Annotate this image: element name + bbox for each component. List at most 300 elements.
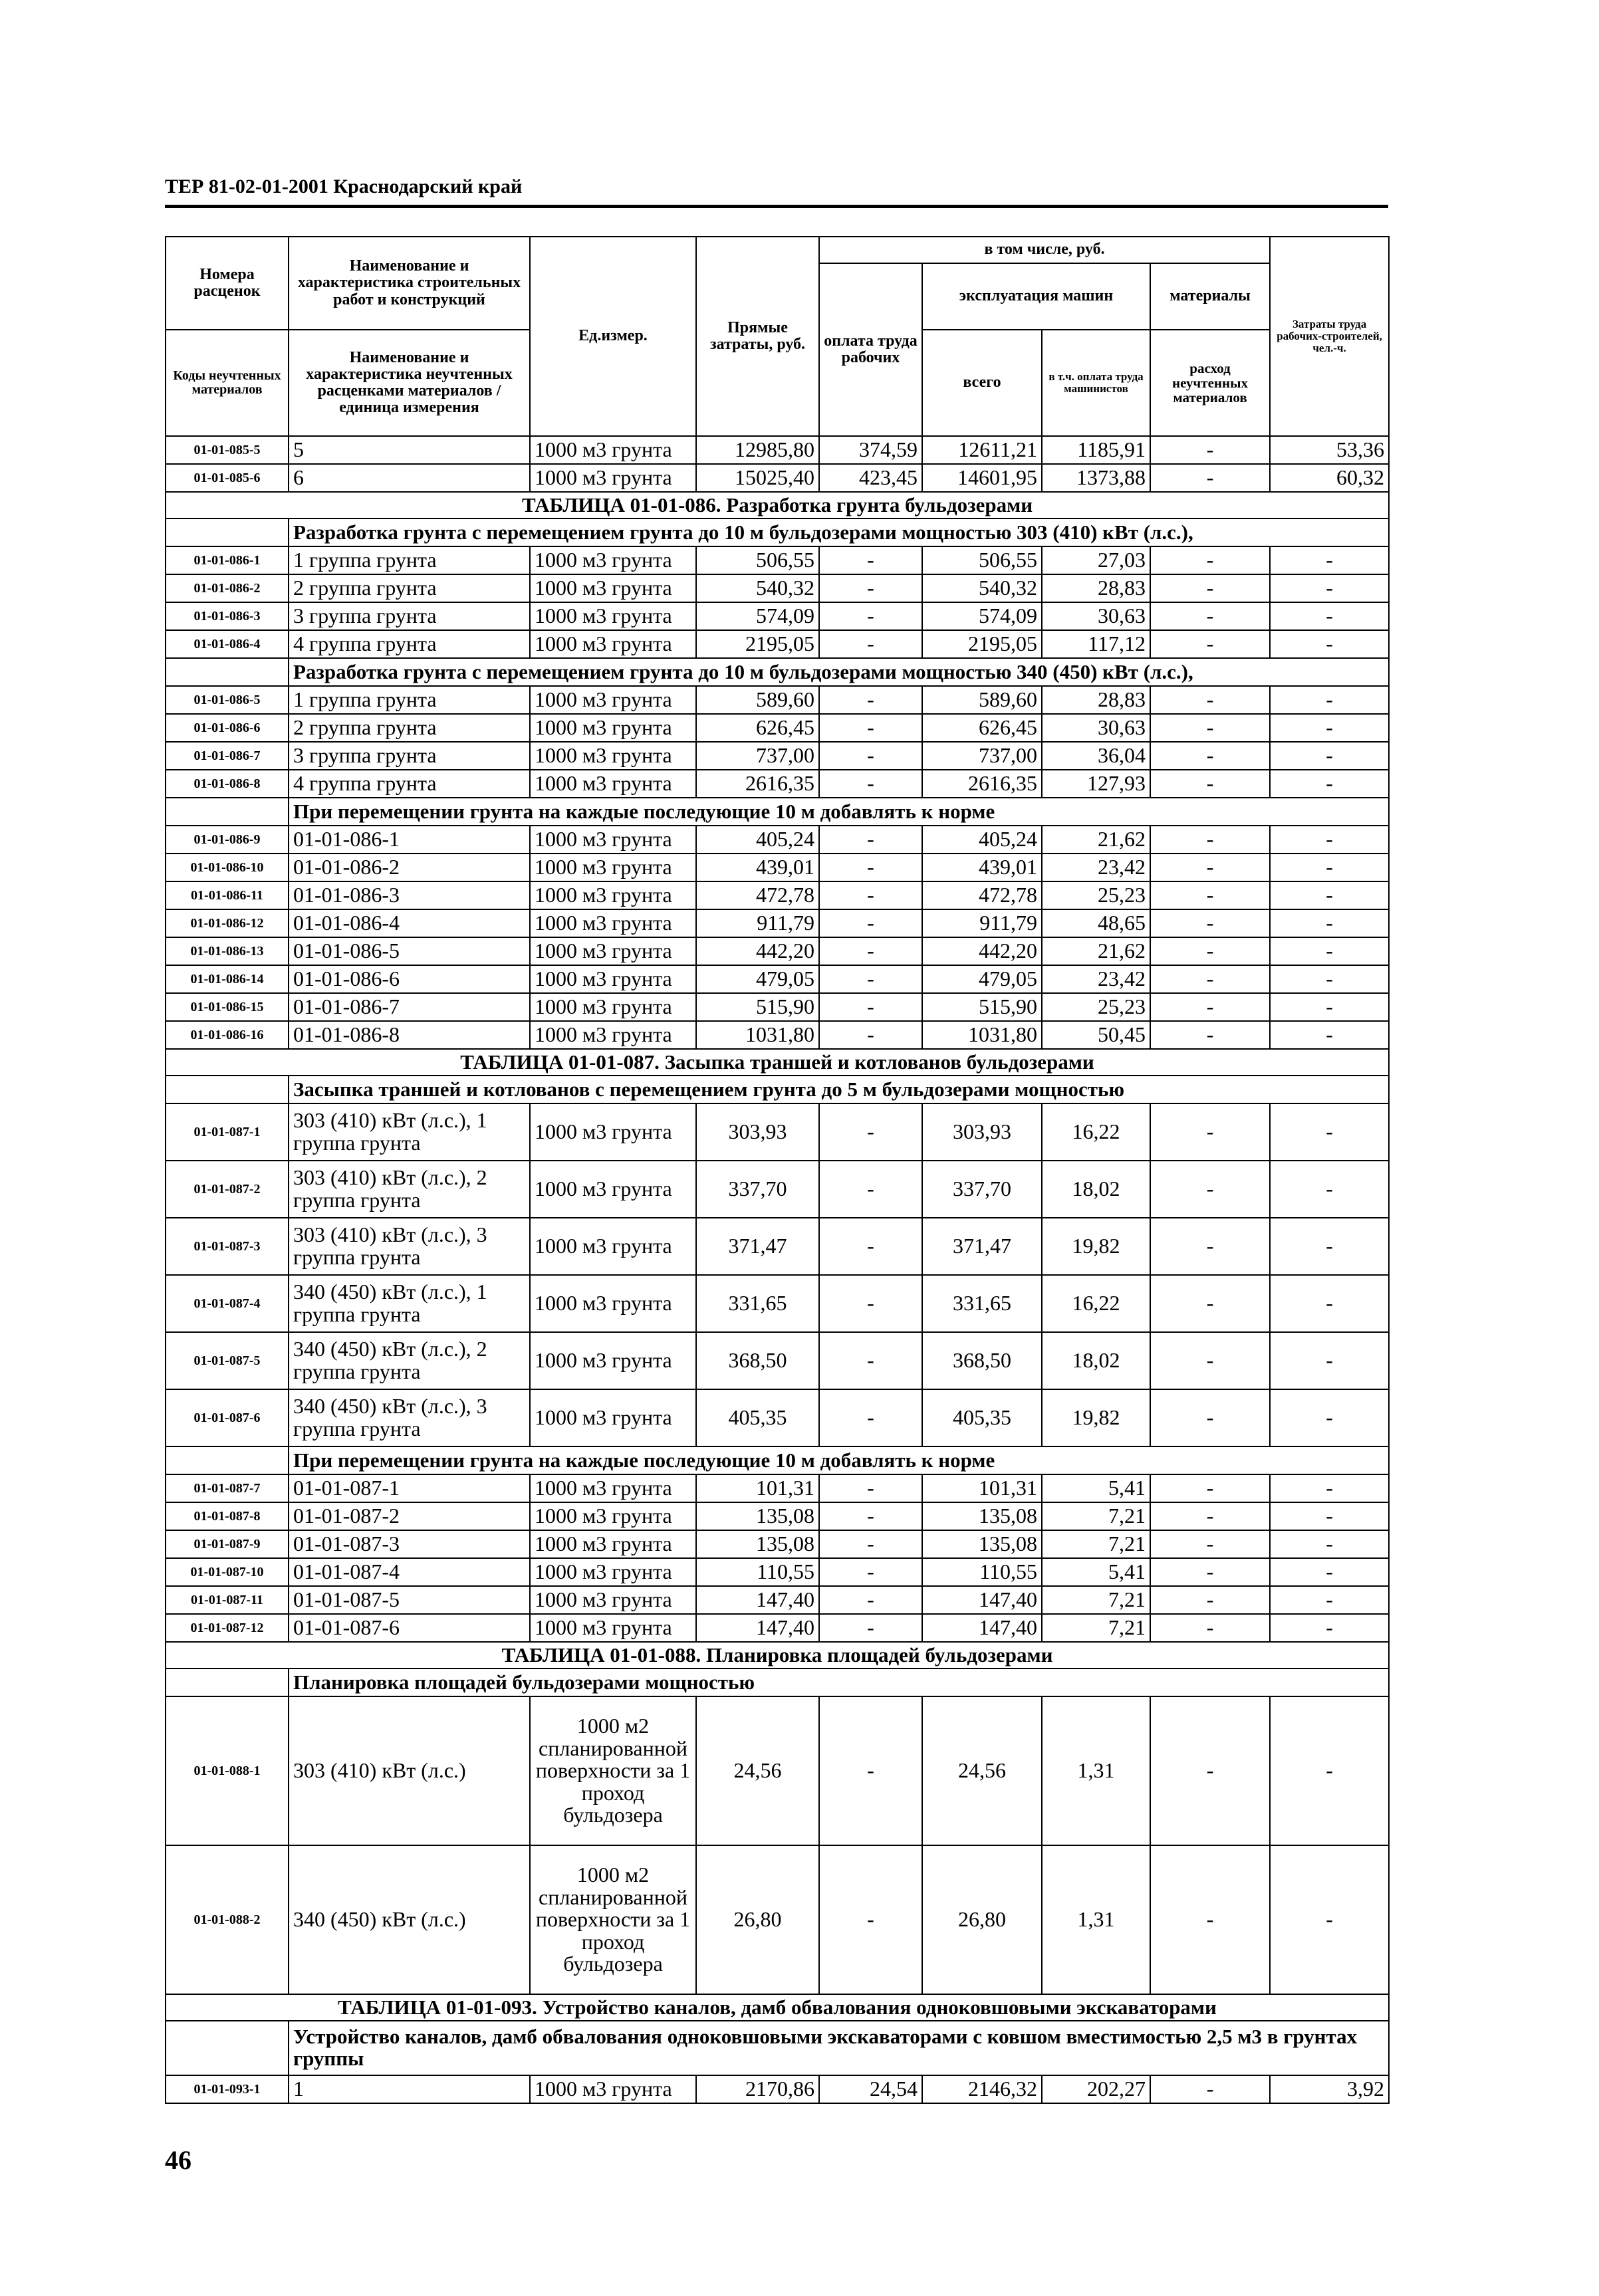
machine-cost: 371,47 (922, 1218, 1042, 1275)
unit-cell: 1000 м3 грунта (530, 686, 696, 714)
rate-code: 01-01-086-9 (166, 826, 289, 854)
table-row (166, 546, 1389, 574)
material-cost: - (1150, 1103, 1270, 1161)
machine-cost: 135,08 (922, 1530, 1042, 1558)
labor-hours: - (1270, 1696, 1389, 1845)
machinist-labor-cost: 19,82 (1042, 1218, 1150, 1275)
labor-hours: - (1270, 1474, 1389, 1502)
machinist-labor-cost: 1,31 (1042, 1845, 1150, 1994)
machinist-labor-cost: 7,21 (1042, 1614, 1150, 1642)
machinist-labor-cost: 18,02 (1042, 1332, 1150, 1389)
section-heading: При перемещении грунта на каждые последующие 10 м добавлять к норме (289, 1446, 1389, 1474)
rate-code: 01-01-087-2 (166, 1161, 289, 1218)
table-row (166, 1103, 1389, 1161)
machinist-labor-cost: 5,41 (1042, 1558, 1150, 1586)
unit-cell: 1000 м3 грунта (530, 1218, 696, 1275)
table-row (166, 1558, 1389, 1586)
labor-hours: - (1270, 1586, 1389, 1614)
table-row (166, 770, 1389, 798)
machinist-labor-cost: 30,63 (1042, 602, 1150, 630)
labor-cost: - (819, 909, 922, 937)
unit-cell: 1000 м3 грунта (530, 881, 696, 909)
rate-code: 01-01-086-10 (166, 854, 289, 881)
labor-hours: - (1270, 1021, 1389, 1049)
rate-code: 01-01-087-7 (166, 1474, 289, 1502)
direct-cost: 303,93 (696, 1103, 819, 1161)
unit-cell: 1000 м3 грунта (530, 630, 696, 658)
unit-cell: 1000 м2 спланированной поверхности за 1 проход бульдозера (530, 1845, 696, 1994)
machinist-labor-cost: 23,42 (1042, 965, 1150, 993)
material-cost: - (1150, 1161, 1270, 1218)
direct-cost: 24,56 (696, 1696, 819, 1845)
unit-cell: 1000 м3 грунта (530, 1161, 696, 1218)
table-row (166, 1614, 1389, 1642)
rate-code: 01-01-086-6 (166, 714, 289, 742)
work-name: 01-01-086-6 (289, 965, 530, 993)
direct-cost: 405,24 (696, 826, 819, 854)
table-row (166, 1332, 1389, 1389)
direct-cost: 911,79 (696, 909, 819, 937)
machinist-labor-cost: 19,82 (1042, 1389, 1150, 1446)
header-naimenovanie: Наименование и характеристика строительных работ и конструкций (289, 237, 530, 330)
labor-hours: - (1270, 1502, 1389, 1530)
rate-code: 01-01-087-9 (166, 1530, 289, 1558)
material-cost: - (1150, 1586, 1270, 1614)
rate-code: 01-01-087-12 (166, 1614, 289, 1642)
rate-code: 01-01-086-5 (166, 686, 289, 714)
section-heading: Разработка грунта с перемещением грунта до 10 м бульдозерами мощностью 340 (450) кВт (л.с.), (289, 658, 1389, 686)
table-title-row (166, 1994, 1389, 2021)
labor-hours: - (1270, 686, 1389, 714)
labor-cost: - (819, 854, 922, 881)
machinist-labor-cost: 30,63 (1042, 714, 1150, 742)
labor-cost: - (819, 965, 922, 993)
direct-cost: 26,80 (696, 1845, 819, 1994)
rate-code: 01-01-088-2 (166, 1845, 289, 1994)
machine-cost: 1031,80 (922, 1021, 1042, 1049)
work-name: 303 (410) кВт (л.с.), 1 группа грунта (289, 1103, 530, 1161)
rate-code: 01-01-086-1 (166, 546, 289, 574)
material-cost: - (1150, 574, 1270, 602)
unit-cell: 1000 м3 грунта (530, 602, 696, 630)
rate-code: 01-01-087-8 (166, 1502, 289, 1530)
unit-cell: 1000 м3 грунта (530, 742, 696, 770)
material-cost: - (1150, 909, 1270, 937)
direct-cost: 147,40 (696, 1614, 819, 1642)
labor-hours: - (1270, 854, 1389, 881)
machine-cost: 14601,95 (922, 464, 1042, 492)
section-blank (166, 518, 289, 546)
direct-cost: 589,60 (696, 686, 819, 714)
rate-code: 01-01-086-16 (166, 1021, 289, 1049)
machine-cost: 472,78 (922, 881, 1042, 909)
material-cost: - (1150, 1021, 1270, 1049)
unit-cell: 1000 м3 грунта (530, 574, 696, 602)
section-row (166, 1076, 1389, 1103)
labor-cost: - (819, 1103, 922, 1161)
material-cost: - (1150, 1614, 1270, 1642)
header-rule (165, 205, 1388, 208)
labor-hours: 53,36 (1270, 436, 1389, 464)
machine-cost: 12611,21 (922, 436, 1042, 464)
table-row (166, 574, 1389, 602)
table-row (166, 1530, 1389, 1558)
machine-cost: 368,50 (922, 1332, 1042, 1389)
rate-code: 01-01-086-8 (166, 770, 289, 798)
material-cost: - (1150, 630, 1270, 658)
header-ed-izmer: Ед.измер. (530, 237, 696, 436)
direct-cost: 574,09 (696, 602, 819, 630)
header-oplata: оплата труда рабочих (819, 263, 922, 436)
machine-cost: 589,60 (922, 686, 1042, 714)
machinist-labor-cost: 127,93 (1042, 770, 1150, 798)
unit-cell: 1000 м3 грунта (530, 1530, 696, 1558)
direct-cost: 12985,80 (696, 436, 819, 464)
section-row (166, 518, 1389, 546)
unit-cell: 1000 м3 грунта (530, 1275, 696, 1332)
table-title-row (166, 492, 1389, 518)
machine-cost: 439,01 (922, 854, 1042, 881)
table-row (166, 1474, 1389, 1502)
direct-cost: 506,55 (696, 546, 819, 574)
rate-code: 01-01-087-5 (166, 1332, 289, 1389)
labor-cost: 423,45 (819, 464, 922, 492)
machine-cost: 911,79 (922, 909, 1042, 937)
direct-cost: 147,40 (696, 1586, 819, 1614)
rate-code: 01-01-085-5 (166, 436, 289, 464)
labor-hours: - (1270, 1275, 1389, 1332)
work-name: 01-01-086-8 (289, 1021, 530, 1049)
direct-cost: 737,00 (696, 742, 819, 770)
direct-cost: 405,35 (696, 1389, 819, 1446)
rate-code: 01-01-086-14 (166, 965, 289, 993)
direct-cost: 101,31 (696, 1474, 819, 1502)
material-cost: - (1150, 546, 1270, 574)
table-row (166, 1696, 1389, 1845)
unit-cell: 1000 м3 грунта (530, 546, 696, 574)
table-row (166, 714, 1389, 742)
header-kody: Коды неучтенных материалов (166, 330, 289, 436)
table-row (166, 1161, 1389, 1218)
labor-hours: - (1270, 1218, 1389, 1275)
table-row (166, 1389, 1389, 1446)
unit-cell: 1000 м3 грунта (530, 1614, 696, 1642)
table-row (166, 993, 1389, 1021)
machinist-labor-cost: 27,03 (1042, 546, 1150, 574)
work-name: 2 группа грунта (289, 714, 530, 742)
machine-cost: 442,20 (922, 937, 1042, 965)
table-header (166, 237, 1389, 436)
work-name: 1 (289, 2075, 530, 2103)
labor-cost: - (819, 826, 922, 854)
labor-cost: - (819, 630, 922, 658)
unit-cell: 1000 м3 грунта (530, 1332, 696, 1389)
labor-hours: - (1270, 602, 1389, 630)
direct-cost: 15025,40 (696, 464, 819, 492)
table-row (166, 1275, 1389, 1332)
machinist-labor-cost: 7,21 (1042, 1502, 1150, 1530)
table-row (166, 1845, 1389, 1994)
machinist-labor-cost: 7,21 (1042, 1530, 1150, 1558)
rate-code: 01-01-087-6 (166, 1389, 289, 1446)
section-heading: Засыпка траншей и котлованов с перемещением грунта до 5 м бульдозерами мощностью (289, 1076, 1389, 1103)
section-row (166, 658, 1389, 686)
unit-cell: 1000 м3 грунта (530, 854, 696, 881)
labor-cost: - (819, 714, 922, 742)
labor-hours: - (1270, 742, 1389, 770)
unit-cell: 1000 м3 грунта (530, 1586, 696, 1614)
material-cost: - (1150, 770, 1270, 798)
unit-cell: 1000 м3 грунта (530, 1389, 696, 1446)
section-heading: Разработка грунта с перемещением грунта до 10 м бульдозерами мощностью 303 (410) кВт (л.с.), (289, 518, 1389, 546)
material-cost: - (1150, 1474, 1270, 1502)
machine-cost: 101,31 (922, 1474, 1042, 1502)
labor-hours: - (1270, 1161, 1389, 1218)
rate-code: 01-01-085-6 (166, 464, 289, 492)
unit-cell: 1000 м3 грунта (530, 714, 696, 742)
header-vsego: всего (922, 330, 1042, 436)
machine-cost: 506,55 (922, 546, 1042, 574)
labor-cost: - (819, 1530, 922, 1558)
machine-cost: 515,90 (922, 993, 1042, 1021)
section-blank (166, 1446, 289, 1474)
direct-cost: 479,05 (696, 965, 819, 993)
unit-cell: 1000 м2 спланированной поверхности за 1 проход бульдозера (530, 1696, 696, 1845)
machinist-labor-cost: 28,83 (1042, 686, 1150, 714)
machinist-labor-cost: 25,23 (1042, 881, 1150, 909)
section-row (166, 1668, 1389, 1696)
work-name: 3 группа грунта (289, 602, 530, 630)
machinist-labor-cost: 1185,91 (1042, 436, 1150, 464)
labor-cost: - (819, 1021, 922, 1049)
labor-cost: - (819, 1474, 922, 1502)
page-number: 46 (165, 2145, 191, 2175)
table-title: ТАБЛИЦА 01-01-088. Планировка площадей бульдозерами (166, 1642, 1389, 1668)
unit-cell: 1000 м3 грунта (530, 436, 696, 464)
work-name: 340 (450) кВт (л.с.), 3 группа грунта (289, 1389, 530, 1446)
work-name: 5 (289, 436, 530, 464)
material-cost: - (1150, 1845, 1270, 1994)
unit-cell: 1000 м3 грунта (530, 909, 696, 937)
machine-cost: 331,65 (922, 1275, 1042, 1332)
machine-cost: 737,00 (922, 742, 1042, 770)
rate-code: 01-01-087-10 (166, 1558, 289, 1586)
rate-code: 01-01-086-7 (166, 742, 289, 770)
rate-code: 01-01-087-4 (166, 1275, 289, 1332)
labor-cost: 374,59 (819, 436, 922, 464)
work-name: 4 группа грунта (289, 630, 530, 658)
header-zatraty: Затраты труда рабочих-строителей, чел.-ч. (1270, 237, 1389, 436)
labor-hours: - (1270, 826, 1389, 854)
machine-cost: 479,05 (922, 965, 1042, 993)
material-cost: - (1150, 937, 1270, 965)
labor-hours: - (1270, 1614, 1389, 1642)
section-blank (166, 2021, 289, 2075)
labor-hours: - (1270, 909, 1389, 937)
unit-cell: 1000 м3 грунта (530, 2075, 696, 2103)
labor-hours: 60,32 (1270, 464, 1389, 492)
machine-cost: 24,56 (922, 1696, 1042, 1845)
unit-cell: 1000 м3 грунта (530, 770, 696, 798)
machine-cost: 303,93 (922, 1103, 1042, 1161)
table-title: ТАБЛИЦА 01-01-086. Разработка грунта бульдозерами (166, 492, 1389, 518)
table-row (166, 854, 1389, 881)
material-cost: - (1150, 1275, 1270, 1332)
work-name: 340 (450) кВт (л.с.), 1 группа грунта (289, 1275, 530, 1332)
material-cost: - (1150, 742, 1270, 770)
section-heading: Планировка площадей бульдозерами мощностью (289, 1668, 1389, 1696)
work-name: 01-01-087-3 (289, 1530, 530, 1558)
machinist-labor-cost: 48,65 (1042, 909, 1150, 937)
machinist-labor-cost: 1,31 (1042, 1696, 1150, 1845)
direct-cost: 2170,86 (696, 2075, 819, 2103)
table-row (166, 464, 1389, 492)
direct-cost: 371,47 (696, 1218, 819, 1275)
rate-code: 01-01-087-3 (166, 1218, 289, 1275)
section-row (166, 798, 1389, 826)
table-row (166, 1586, 1389, 1614)
header-v-t-ch: в т.ч. оплата труда машинистов (1042, 330, 1150, 436)
work-name: 6 (289, 464, 530, 492)
direct-cost: 439,01 (696, 854, 819, 881)
labor-cost: - (819, 881, 922, 909)
material-cost: - (1150, 1218, 1270, 1275)
material-cost: - (1150, 2075, 1270, 2103)
machine-cost: 405,35 (922, 1389, 1042, 1446)
work-name: 01-01-087-1 (289, 1474, 530, 1502)
machine-cost: 626,45 (922, 714, 1042, 742)
direct-cost: 540,32 (696, 574, 819, 602)
labor-hours: - (1270, 1332, 1389, 1389)
direct-cost: 135,08 (696, 1530, 819, 1558)
labor-hours: - (1270, 1845, 1389, 1994)
machine-cost: 540,32 (922, 574, 1042, 602)
rate-code: 01-01-086-11 (166, 881, 289, 909)
material-cost: - (1150, 1530, 1270, 1558)
machinist-labor-cost: 21,62 (1042, 826, 1150, 854)
work-name: 01-01-086-5 (289, 937, 530, 965)
table-row (166, 937, 1389, 965)
direct-cost: 2616,35 (696, 770, 819, 798)
table-row (166, 686, 1389, 714)
labor-cost: - (819, 1586, 922, 1614)
labor-hours: - (1270, 630, 1389, 658)
labor-cost: 24,54 (819, 2075, 922, 2103)
work-name: 303 (410) кВт (л.с.), 2 группа грунта (289, 1161, 530, 1218)
labor-cost: - (819, 602, 922, 630)
rate-code: 01-01-093-1 (166, 2075, 289, 2103)
direct-cost: 472,78 (696, 881, 819, 909)
machinist-labor-cost: 23,42 (1042, 854, 1150, 881)
unit-cell: 1000 м3 грунта (530, 937, 696, 965)
table-row (166, 909, 1389, 937)
material-cost: - (1150, 854, 1270, 881)
rate-code: 01-01-086-2 (166, 574, 289, 602)
header-materialy: материалы (1150, 263, 1270, 330)
labor-hours: - (1270, 1530, 1389, 1558)
material-cost: - (1150, 1558, 1270, 1586)
direct-cost: 135,08 (696, 1502, 819, 1530)
header-v-tom-chisle: в том числе, руб. (819, 237, 1270, 263)
labor-cost: - (819, 574, 922, 602)
rate-code: 01-01-086-12 (166, 909, 289, 937)
labor-hours: - (1270, 937, 1389, 965)
table-row (166, 1218, 1389, 1275)
rate-code: 01-01-086-13 (166, 937, 289, 965)
work-name: 01-01-086-1 (289, 826, 530, 854)
machine-cost: 337,70 (922, 1161, 1042, 1218)
work-name: 2 группа грунта (289, 574, 530, 602)
header-pryamye: Прямые затраты, руб. (696, 237, 819, 436)
machinist-labor-cost: 36,04 (1042, 742, 1150, 770)
labor-cost: - (819, 1696, 922, 1845)
labor-hours: - (1270, 714, 1389, 742)
unit-cell: 1000 м3 грунта (530, 464, 696, 492)
running-header: ТЕР 81-02-01-2001 Краснодарский край (165, 175, 523, 197)
unit-cell: 1000 м3 грунта (530, 1021, 696, 1049)
rate-code: 01-01-086-3 (166, 602, 289, 630)
unit-cell: 1000 м3 грунта (530, 1558, 696, 1586)
machine-cost: 135,08 (922, 1502, 1042, 1530)
table-row (166, 2075, 1389, 2103)
table-title: ТАБЛИЦА 01-01-093. Устройство каналов, дамб обвалования одноковшовыми экскаваторами (166, 1994, 1389, 2021)
section-heading: При перемещении грунта на каждые последующие 10 м добавлять к норме (289, 798, 1389, 826)
machine-cost: 110,55 (922, 1558, 1042, 1586)
rate-code: 01-01-086-4 (166, 630, 289, 658)
labor-cost: - (819, 1502, 922, 1530)
header-naimenovanie-bottom: Наименование и характеристика неучтенных расценками материалов / единица измерения (289, 330, 530, 436)
labor-cost: - (819, 1218, 922, 1275)
material-cost: - (1150, 714, 1270, 742)
unit-cell: 1000 м3 грунта (530, 965, 696, 993)
labor-hours: - (1270, 993, 1389, 1021)
labor-hours: - (1270, 546, 1389, 574)
machinist-labor-cost: 7,21 (1042, 1586, 1150, 1614)
machinist-labor-cost: 25,23 (1042, 993, 1150, 1021)
direct-cost: 442,20 (696, 937, 819, 965)
work-name: 01-01-086-7 (289, 993, 530, 1021)
rate-code: 01-01-087-1 (166, 1103, 289, 1161)
section-row (166, 2021, 1389, 2075)
table-row (166, 965, 1389, 993)
work-name: 1 группа грунта (289, 686, 530, 714)
labor-hours: - (1270, 965, 1389, 993)
machine-cost: 2146,32 (922, 2075, 1042, 2103)
machinist-labor-cost: 5,41 (1042, 1474, 1150, 1502)
work-name: 01-01-087-6 (289, 1614, 530, 1642)
work-name: 340 (450) кВт (л.с.), 2 группа грунта (289, 1332, 530, 1389)
header-ekspluataciya: эксплуатация машин (922, 263, 1150, 330)
direct-cost: 1031,80 (696, 1021, 819, 1049)
material-cost: - (1150, 1389, 1270, 1446)
table-title-row (166, 1642, 1389, 1668)
section-blank (166, 1076, 289, 1103)
table-row (166, 602, 1389, 630)
table-body (166, 436, 1389, 2103)
work-name: 01-01-087-5 (289, 1586, 530, 1614)
machine-cost: 2616,35 (922, 770, 1042, 798)
labor-cost: - (819, 1614, 922, 1642)
section-row (166, 1446, 1389, 1474)
unit-cell: 1000 м3 грунта (530, 1502, 696, 1530)
labor-cost: - (819, 1558, 922, 1586)
table-row (166, 630, 1389, 658)
table-row (166, 1021, 1389, 1049)
labor-cost: - (819, 546, 922, 574)
work-name: 01-01-086-2 (289, 854, 530, 881)
rates-table (165, 236, 1390, 2104)
material-cost: - (1150, 436, 1270, 464)
